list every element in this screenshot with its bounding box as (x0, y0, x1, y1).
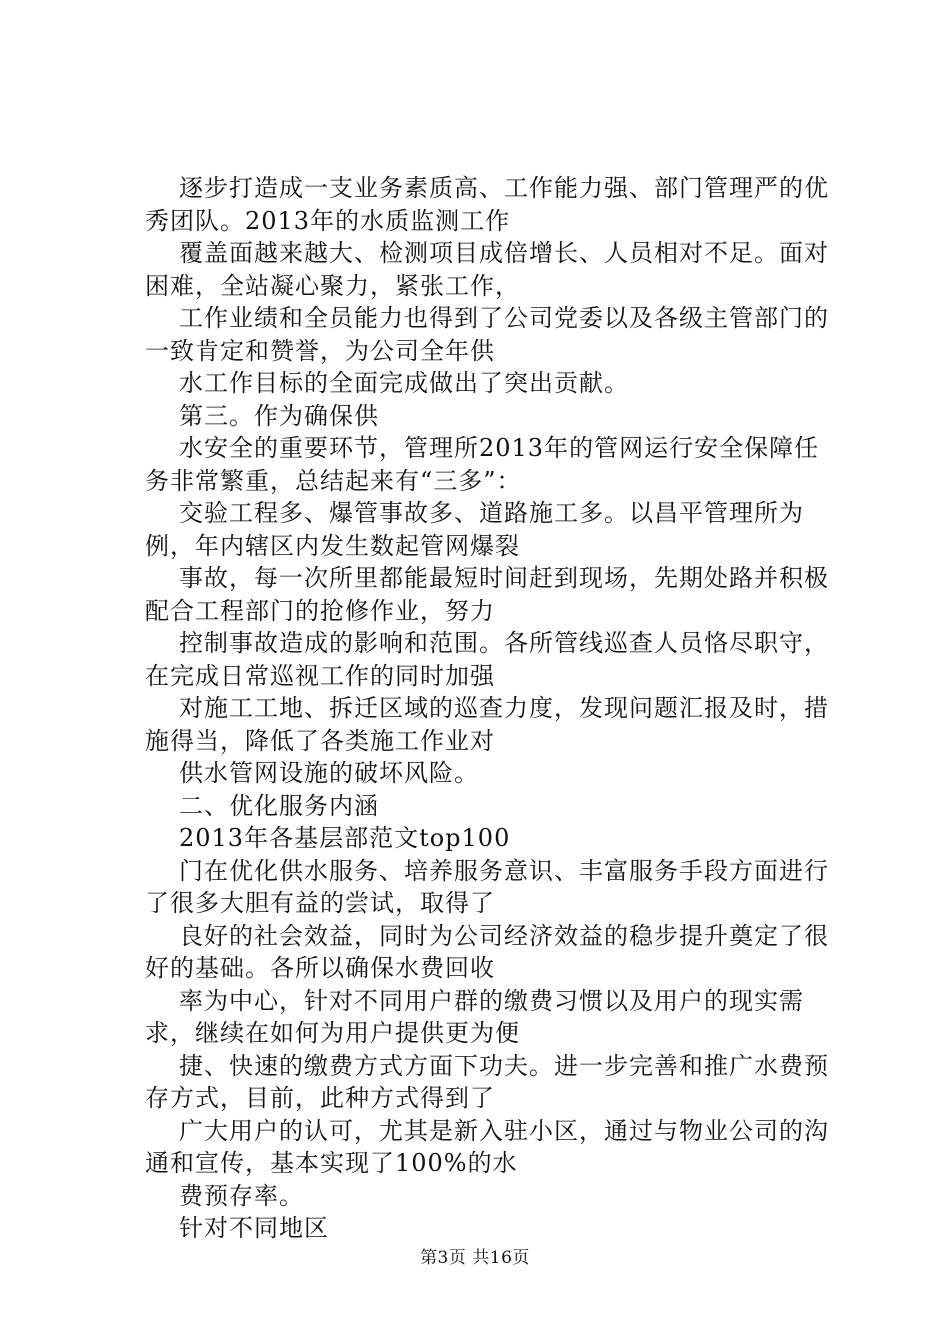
document-body (145, 172, 835, 1245)
paragraph: 逐步打造成一支业务素质高、工作能力强、部门管理严的优秀团队。2013年的水质监测工作 (145, 174, 829, 235)
paragraph: 2013年各基层部范文top100 (179, 824, 511, 852)
paragraph: 率为中心，针对不同用户群的缴费习惯以及用户的现实需求，继续在如何为用户提供更为便 (145, 986, 804, 1047)
paragraph: 水工作目标的全面完成做出了突出贡献。 (179, 369, 629, 397)
paragraph: 覆盖面越来越大、检测项目成倍增长、人员相对不足。面对困难，全站凝心聚力，紧张工作， (145, 239, 829, 300)
paragraph: 捷、快速的缴费方式方面下功夫。进一步完善和推广水费预存方式，目前，此种方式得到了 (145, 1051, 829, 1112)
page-number-footer: 第3页 共16页 (420, 1248, 530, 1268)
paragraph: 广大用户的认可，尤其是新入驻小区，通过与物业公司的沟通和宣传，基本实现了100%的水 (145, 1116, 829, 1177)
paragraph: 工作业绩和全员能力也得到了公司党委以及各级主管部门的一致肯定和赞誉，为公司全年供 (145, 304, 829, 365)
paragraph: 针对不同地区 (179, 1214, 329, 1242)
paragraph: 第三。作为确保供 (179, 401, 379, 430)
paragraph: 水安全的重要环节，管理所2013年的管网运行安全保障任务非常繁重，总结起来有“三多”： (145, 434, 820, 495)
paragraph: 交验工程多、爆管事故多、道路施工多。以昌平管理所为例，年内辖区内发生数起管网爆裂 (145, 499, 804, 560)
paragraph: 门在优化供水服务、培养服务意识、丰富服务手段方面进行了很多大胆有益的尝试，取得了 (145, 856, 829, 917)
paragraph: 费预存率。 (179, 1181, 304, 1210)
paragraph: 供水管网设施的破坏风险。 (179, 759, 479, 787)
paragraph: 良好的社会效益，同时为公司经济效益的稳步提升奠定了很好的基础。各所以确保水费回收 (145, 921, 829, 982)
paragraph: 事故，每一次所里都能最短时间赶到现场，先期处路并积极配合工程部门的抢修作业，努力 (145, 564, 829, 625)
paragraph: 控制事故造成的影响和范围。各所管线巡查人员恪尽职守，在完成日常巡视工作的同时加强 (145, 629, 829, 690)
section-heading: 二、优化服务内涵 (179, 791, 379, 820)
paragraph: 对施工工地、拆迁区域的巡查力度，发现问题汇报及时，措施得当，降低了各类施工作业对 (145, 694, 829, 755)
